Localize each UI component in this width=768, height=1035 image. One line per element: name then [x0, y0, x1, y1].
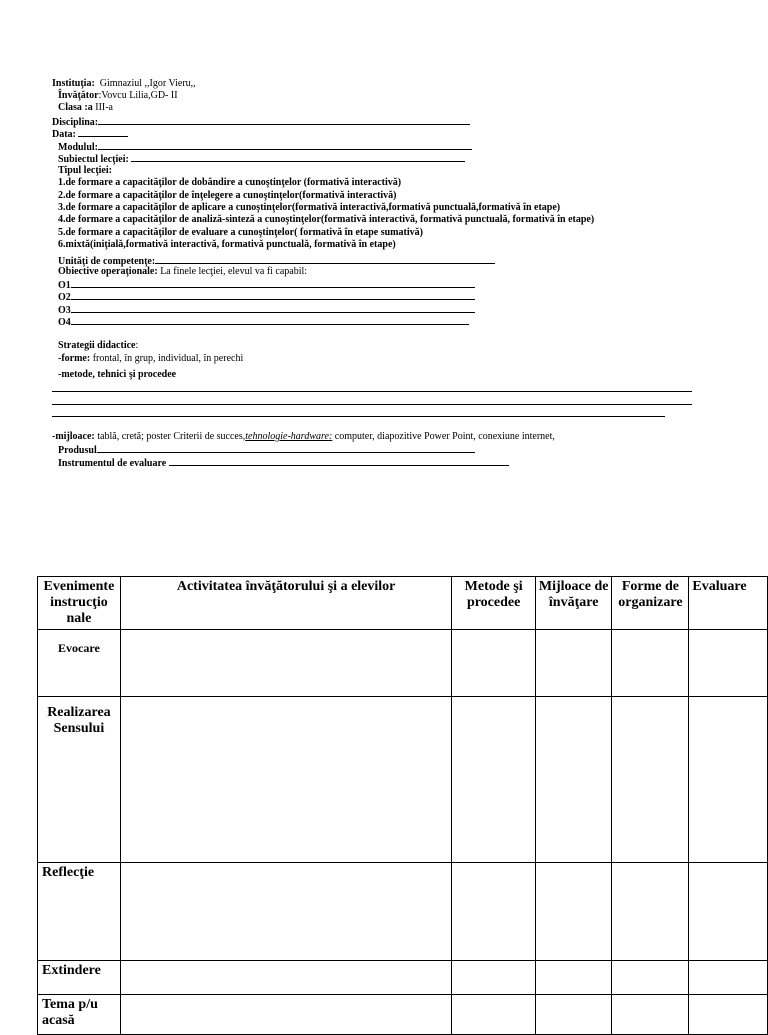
- table-cell: [535, 697, 612, 863]
- header-events: Evenimente instrucţio nale: [38, 577, 121, 630]
- hardware-link: tehnologie-hardware:: [245, 431, 333, 442]
- objective-o2: O2: [58, 290, 475, 304]
- row-label-extindere: Extindere: [38, 961, 121, 995]
- class-line: Clasa :a III-a: [58, 102, 113, 113]
- table-cell: [612, 630, 689, 697]
- table-cell: [120, 697, 452, 863]
- methods-blank-line-1: [52, 391, 692, 392]
- table-cell: [120, 863, 452, 961]
- product-line: Produsul: [58, 443, 475, 457]
- table-cell: [689, 630, 768, 697]
- header-methods: Metode şi procedee: [452, 577, 535, 630]
- row-label-realizarea-sensului: Realizarea Sensului: [38, 697, 121, 863]
- methods-label: -metode, tehnici şi procedee: [58, 369, 177, 380]
- lesson-type-6: 6.mixtă(iniţială,formativă interactivă, formativă punctuală, formativă în etape): [58, 239, 396, 250]
- subject-line: Subiectul lecţiei:: [58, 152, 465, 166]
- table-cell: [452, 863, 535, 961]
- lesson-type-4: 4.de formare a capacităţilor de analiză-sinteză a cunoştinţelor(formativă interactivă, formativă punctuală, formativă în etape): [58, 214, 595, 225]
- table-cell: [612, 961, 689, 995]
- teacher-line: Învăţător:Vovcu Lilia,GD- II: [58, 90, 178, 101]
- table-cell: [120, 961, 452, 995]
- table-cell: [612, 995, 689, 1035]
- table-cell: [452, 995, 535, 1035]
- table-cell: [535, 630, 612, 697]
- lesson-type-label: Tipul lecţiei:: [58, 165, 112, 176]
- objectives-line: Obiective operaţionale: La finele lecţiei, elevul va fi capabil:: [58, 266, 308, 277]
- table-cell: [452, 961, 535, 995]
- strategies-label: Strategii didactice:: [58, 340, 139, 351]
- table-cell: [689, 863, 768, 961]
- table-cell: [535, 995, 612, 1035]
- table-cell: [535, 863, 612, 961]
- table-header-row: [38, 577, 768, 630]
- header-forms: Forme de organizare: [612, 577, 689, 630]
- assessment-instrument-line: Instrumentul de evaluare: [58, 456, 509, 470]
- forms-line: -forme: frontal, în grup, individual, în perechi: [58, 353, 244, 364]
- header-means: Mijloace de învăţare: [535, 577, 612, 630]
- table-cell: [689, 995, 768, 1035]
- table-cell: [120, 630, 452, 697]
- objective-o1: O1: [58, 278, 475, 292]
- table-cell: [612, 697, 689, 863]
- table-row: [38, 863, 768, 961]
- table-cell: [120, 995, 452, 1035]
- means-line: -mijloace: tablă, cretă; poster Criterii de succes,tehnologie-hardware: computer, diapozitive Power Point, conexiune internet,: [52, 431, 555, 442]
- institution-line: Instituţia: Gimnaziul ,,Igor Vieru,,: [52, 78, 196, 89]
- lesson-type-3: 3.de formare a capacităţilor de aplicare a cunoştinţelor(formativă interactivă,formativă punctuală,formativă în etape): [58, 202, 561, 213]
- lesson-type-2: 2.de formare a capacităţilor de înţelegere a cunoştinţelor(formativă interactivă): [58, 190, 397, 201]
- table-row: [38, 630, 768, 697]
- objective-o4: O4: [58, 315, 469, 329]
- lesson-type-1: 1.de formare a capacităţilor de dobândire a cunoştinţelor (formativă interactivă): [58, 177, 402, 188]
- table-cell: [612, 863, 689, 961]
- module-line: Modulul:: [58, 140, 472, 154]
- row-label-tema: Tema p/u acasă: [38, 995, 121, 1035]
- header-activity: Activitatea învăţătorului şi a elevilor: [120, 577, 452, 630]
- table-cell: [689, 961, 768, 995]
- header-evaluation: Evaluare: [689, 577, 768, 630]
- table-row: [38, 961, 768, 995]
- table-cell: [452, 630, 535, 697]
- table-cell: [535, 961, 612, 995]
- table-row: [38, 697, 768, 863]
- row-label-evocare: Evocare: [38, 630, 121, 697]
- competence-units-line: Unităţi de competenţe:: [58, 254, 495, 268]
- table-cell: [689, 697, 768, 863]
- table-cell: [452, 697, 535, 863]
- lesson-type-5: 5.de formare a capacităţilor de evaluare a cunoştinţelor( formativă în etape sumativă): [58, 227, 423, 238]
- methods-blank-line-2: [52, 404, 692, 405]
- lesson-events-table: [37, 576, 768, 1035]
- objective-o3: O3: [58, 303, 475, 317]
- methods-blank-line-3: [52, 416, 665, 417]
- table-row: [38, 995, 768, 1035]
- date-line: Data:: [52, 127, 128, 141]
- discipline-line: Disciplina:: [52, 115, 470, 129]
- row-label-reflectie: Reflecţie: [38, 863, 121, 961]
